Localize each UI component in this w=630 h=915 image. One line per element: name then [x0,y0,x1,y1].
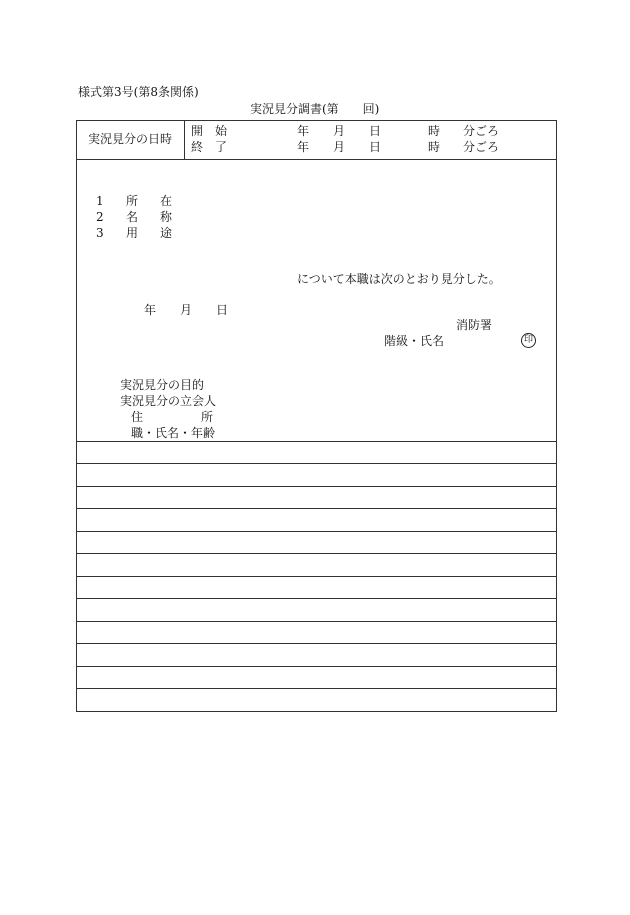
address-label-b: 所 [201,410,214,424]
blank-row-rule [76,576,557,577]
report-day-unit: 日 [216,303,229,317]
item-number: 3 [96,226,104,240]
occupation-name-age-label: 職・氏名・年齢 [131,426,216,440]
end-month-unit: 月 [333,140,346,154]
form-title: 実況見分調書(第 回) [250,102,380,116]
start-label: 開 始 [191,124,228,138]
start-hour-unit: 時 [428,124,441,138]
blank-row-rule [76,688,557,689]
blank-row-rule [76,666,557,667]
start-day-unit: 日 [369,124,382,138]
blank-row-rule [76,508,557,509]
item-label-use-a: 用 [126,226,139,240]
address-label-a: 住 [131,410,144,424]
blank-row-rule [76,553,557,554]
form-number: 様式第3号(第8条関係) [78,85,199,99]
blank-row-rule [76,531,557,532]
blank-row-rule [76,486,557,487]
item-label-location-a: 所 [126,194,139,208]
end-day-unit: 日 [369,140,382,154]
datetime-row-bottom-rule [76,159,557,160]
item-label-name-a: 名 [126,210,139,224]
start-minute-unit: 分ごろ [463,124,500,138]
datetime-label: 実況見分の日時 [88,132,173,146]
blank-row-rule [76,621,557,622]
seal-icon: 印 [521,333,536,348]
purpose-label: 実況見分の目的 [120,378,205,392]
inspection-statement: について本職は次のとおり見分した。 [297,272,501,286]
blank-row-rule [76,598,557,599]
fire-station-label: 消防署 [456,318,493,332]
witness-label: 実況見分の立会人 [120,394,217,408]
details-section-bottom-rule [76,441,557,442]
item-number: 2 [96,210,104,224]
end-minute-unit: 分ごろ [463,140,500,154]
start-year-unit: 年 [297,124,310,138]
item-label-use-b: 途 [160,226,173,240]
blank-row-rule [76,643,557,644]
end-label: 終 了 [191,140,228,154]
end-year-unit: 年 [297,140,310,154]
end-hour-unit: 時 [428,140,441,154]
start-month-unit: 月 [333,124,346,138]
item-number: 1 [96,194,104,208]
rank-name-label: 階級・氏名 [384,334,445,348]
blank-row-rule [76,463,557,464]
item-label-name-b: 称 [160,210,173,224]
form-frame [76,120,557,712]
datetime-divider [184,120,185,159]
report-year-unit: 年 [144,303,157,317]
report-month-unit: 月 [180,303,193,317]
item-label-location-b: 在 [160,194,173,208]
